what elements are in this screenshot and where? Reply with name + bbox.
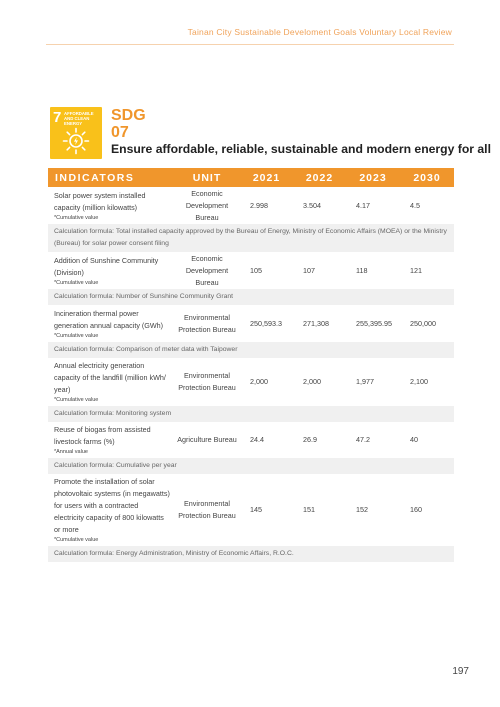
value-2021: 145 bbox=[250, 505, 262, 514]
sun-power-icon bbox=[62, 127, 90, 155]
value-2022: 151 bbox=[303, 505, 315, 514]
header-divider bbox=[46, 44, 454, 45]
table-row bbox=[48, 252, 454, 289]
indicator-note: *Cumulative value bbox=[54, 214, 99, 221]
indicators-table bbox=[48, 168, 454, 562]
formula-text: Calculation formula: Comparison of meter data with Taipower bbox=[48, 342, 454, 358]
indicator-note: *Cumulative value bbox=[54, 332, 99, 339]
indicator-text: Incineration thermal power generation annual capacity (GWh) bbox=[54, 308, 164, 330]
value-2022: 107 bbox=[303, 265, 315, 275]
formula-row bbox=[48, 406, 454, 422]
value-2030: 160 bbox=[410, 505, 422, 514]
table-row bbox=[48, 305, 454, 342]
indicator-note: *Annual value bbox=[54, 449, 88, 455]
value-2022: 271,308 bbox=[303, 318, 329, 328]
value-2021: 24.4 bbox=[250, 435, 264, 444]
value-2023: 1,977 bbox=[356, 377, 374, 386]
formula-text: Calculation formula: Total installed capacity approved by the Bureau of Energy, Ministry of Economic Affairs (MOEA) or the Ministry (Bureau) for solar power consent filing bbox=[48, 224, 454, 252]
indicator-cell bbox=[48, 305, 174, 342]
unit-cell: Environmental Protection Bureau bbox=[178, 312, 236, 334]
indicator-cell bbox=[48, 474, 174, 546]
value-2030: 121 bbox=[410, 265, 422, 275]
formula-row bbox=[48, 224, 454, 252]
formula-text: Calculation formula: Cumulative per year bbox=[48, 458, 454, 474]
sdg-badge-number: 7 bbox=[53, 109, 62, 126]
header-indicators: INDICATORS bbox=[48, 168, 174, 187]
value-2022: 26.9 bbox=[303, 435, 317, 444]
table-row bbox=[48, 422, 454, 458]
indicator-cell bbox=[48, 252, 174, 289]
unit-cell: Agriculture Bureau bbox=[177, 435, 237, 444]
value-2030: 250,000 bbox=[410, 318, 436, 328]
header-2021: 2021 bbox=[240, 168, 293, 187]
value-2022: 2,000 bbox=[303, 377, 321, 386]
formula-text: Calculation formula: Number of Sunshine Community Grant bbox=[48, 289, 454, 305]
header-2023: 2023 bbox=[346, 168, 400, 187]
table-row bbox=[48, 358, 454, 406]
indicator-cell bbox=[48, 358, 174, 406]
header-2022: 2022 bbox=[293, 168, 346, 187]
indicator-note: *Cumulative value bbox=[54, 537, 99, 543]
formula-row bbox=[48, 342, 454, 358]
unit-cell: Environmental Protection Bureau bbox=[178, 499, 236, 520]
value-2030: 40 bbox=[410, 435, 418, 444]
indicator-text: Solar power system installed capacity (million kilowatts) bbox=[54, 190, 146, 212]
sdg-label-number: 07 bbox=[111, 124, 129, 141]
indicator-cell bbox=[48, 187, 174, 224]
table-row bbox=[48, 187, 454, 224]
sdg-label bbox=[111, 107, 146, 141]
value-2023: 47.2 bbox=[356, 435, 370, 444]
value-2023: 118 bbox=[356, 265, 368, 275]
value-2030: 2,100 bbox=[410, 377, 428, 386]
header-2030: 2030 bbox=[400, 168, 454, 187]
indicator-cell bbox=[48, 422, 174, 458]
value-2022: 3.504 bbox=[303, 200, 321, 210]
indicator-note: *Cumulative value bbox=[54, 279, 99, 286]
formula-row bbox=[48, 546, 454, 562]
sdg-badge-text: AFFORDABLE AND CLEAN ENERGY bbox=[64, 111, 94, 126]
indicator-note: *Cumulative value bbox=[54, 397, 99, 403]
value-2021: 250,593.3 bbox=[250, 318, 282, 328]
value-2021: 2,000 bbox=[250, 377, 268, 386]
value-2021: 105 bbox=[250, 265, 262, 275]
indicator-text: Addition of Sunshine Community (Division) bbox=[54, 255, 159, 277]
unit-cell: Economic Development Bureau bbox=[185, 188, 229, 222]
page-number: 197 bbox=[452, 666, 469, 677]
value-2030: 4.5 bbox=[410, 200, 420, 210]
value-2023: 255,395.95 bbox=[356, 318, 392, 328]
indicator-text: Reuse of biogas from assisted livestock farms (%) bbox=[54, 425, 151, 446]
table-header-row bbox=[48, 168, 454, 187]
formula-text: Calculation formula: Energy Administration, Ministry of Economic Affairs, R.O.C. bbox=[48, 546, 454, 562]
indicator-text: Promote the installation of solar photovoltaic systems (in megawatts) for users with a contracted electricity capacity of 800 kilowatts or more bbox=[54, 477, 170, 534]
formula-text: Calculation formula: Monitoring system bbox=[48, 406, 454, 422]
formula-row bbox=[48, 458, 454, 474]
sdg-7-badge bbox=[50, 107, 102, 159]
table-row bbox=[48, 474, 454, 546]
header-unit: UNIT bbox=[174, 168, 240, 187]
indicator-text: Annual electricity generation capacity of the landfill (million kWh/ year) bbox=[54, 361, 166, 394]
sdg-label-text: SDG bbox=[111, 107, 146, 124]
value-2023: 4.17 bbox=[356, 200, 370, 210]
sdg-goal-title: Ensure affordable, reliable, sustainable and modern energy for all bbox=[111, 142, 491, 156]
formula-row bbox=[48, 289, 454, 305]
value-2021: 2.998 bbox=[250, 200, 268, 210]
running-header: Tainan City Sustainable Develoment Goals Voluntary Local Review bbox=[187, 27, 452, 37]
unit-cell: Environmental Protection Bureau bbox=[178, 371, 236, 392]
value-2023: 152 bbox=[356, 505, 368, 514]
unit-cell: Economic Development Bureau bbox=[185, 253, 229, 287]
